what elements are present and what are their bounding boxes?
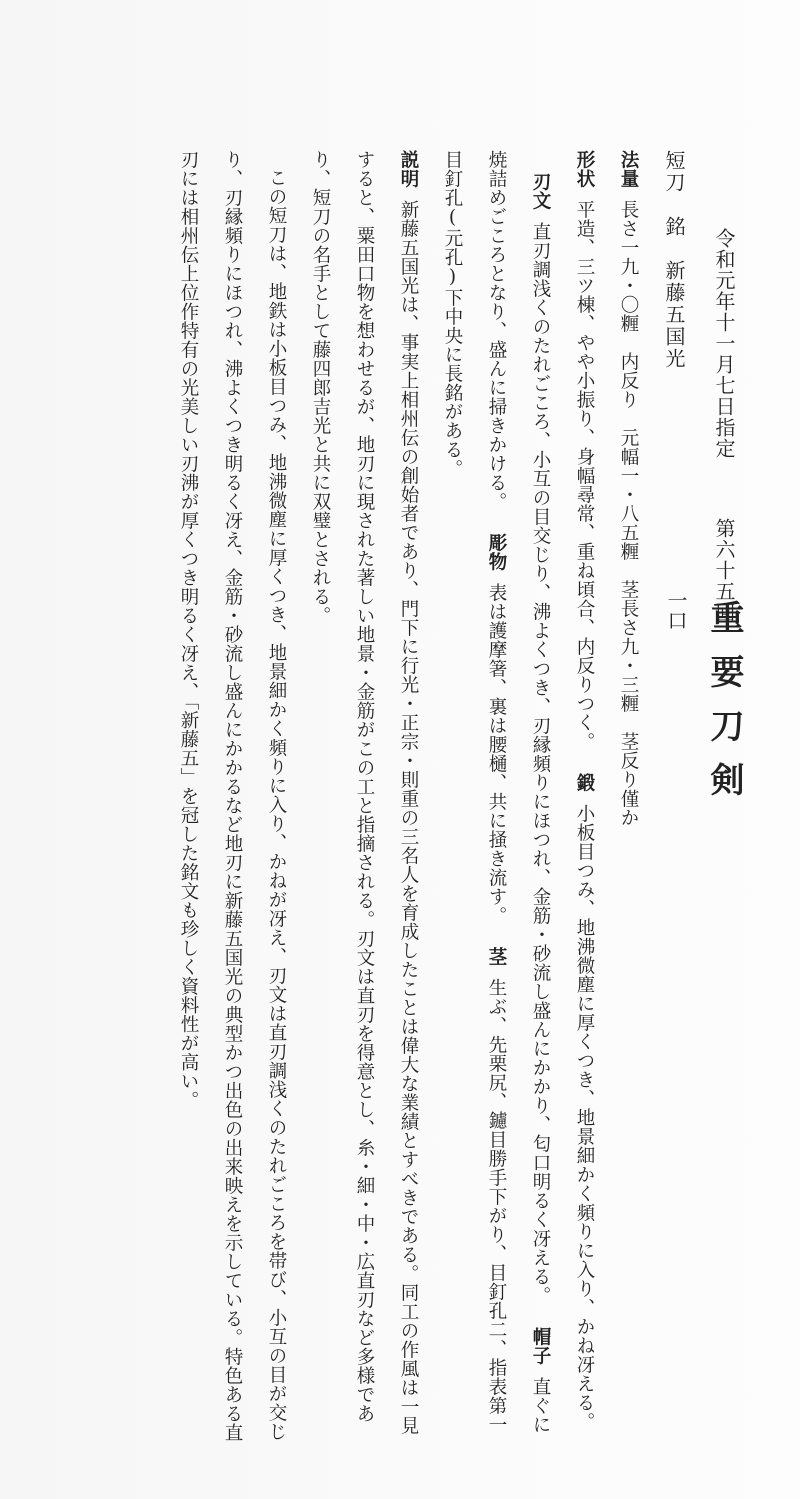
text-horimono: 表は護摩箸、裏は腰樋、共に掻き流す。 (486, 583, 507, 925)
designation-date: 令和元年十一月七日指定 (712, 228, 736, 459)
label-horimono: 彫物 (486, 533, 507, 571)
text-nakago: 生ぶ、先栗尻、鑢目勝手下がり、目釘孔二、指表第一目釘孔(元孔)下中央に長銘がある。 (442, 150, 507, 1434)
section-setsumei (298, 150, 430, 1450)
text-setsumei-p1: 新藤五国光は、事実上相州伝の創始者であり、門下に行光・正宗・則重の三名人を育成したことは偉大な業績とすべきである。同工の作風は一見すると、粟田口物を想わせるが、地刃に現された著しい地景・金筋がこの工と指摘される。刃文は直刃を得意とし、糸・細・中・広直刃など多様であり、短刀の名手として藤四郎吉光と共に双璧とされる。 (310, 150, 419, 1435)
label-hamon: 刃文 (530, 172, 551, 210)
sword-count: 一口 (664, 590, 688, 630)
page-title: 重要刀剣 (704, 600, 744, 816)
text-hamon: 直刃調浅くのたれごころ、小互の目交じり、沸よくつき、刃縁頻りにほつれ、金筋・砂流し盛んにかかり、匂口明るく冴える。 (530, 222, 551, 1305)
section-setsumei-p2 (166, 150, 298, 1450)
text-boushi: 直ぐに焼詰めごころとなり、盛んに掃きかける。 (486, 150, 551, 1434)
document-body (166, 150, 650, 1450)
session-number: 第六十五回 (712, 518, 736, 623)
label-nakago: 茎 (486, 947, 507, 966)
label-kitae: 鍛 (574, 773, 595, 792)
text-kitae: 小板目つみ、地沸微塵に厚くつき、地景細かく頻りに入り、かね冴える。 (574, 804, 595, 1431)
label-boushi: 帽子 (530, 1327, 551, 1365)
text-keijou: 平造、三ツ棟、やや小振り、身幅尋常、重ね頃合、内反りつく。 (574, 200, 595, 751)
text-houryou: 長さ一九・〇糎 内反り 元幅一・八五糎 茎長さ九・三糎 茎反り僅か (618, 200, 639, 827)
section-houryou (606, 150, 650, 1450)
label-keijou: 形状 (574, 150, 595, 188)
label-setsumei: 説明 (398, 150, 419, 188)
text-setsumei-p2: この短刀は、地鉄は小板目つみ、地沸微塵に厚くつき、地景細かく頻りに入り、かねが冴え、刃文は直刃調浅くのたれごころを帯び、小互の目が交じり、刃縁頻りにほつれ、沸よくつき明るく冴え、金筋・砂流し盛んにかかるなど地刃に新藤五国光の典型かつ出色の出来映えを示している。特色ある直刃には相州伝上位作特有の光美しい刃沸が厚くつき明るく冴え、「新藤五」を冠した銘文も珍しく資料性が高い。 (178, 150, 287, 1442)
section-keijou-kitae (430, 150, 606, 1450)
sword-name: 短刀 銘 新藤五国光 (662, 150, 686, 370)
label-houryou: 法量 (618, 150, 639, 188)
